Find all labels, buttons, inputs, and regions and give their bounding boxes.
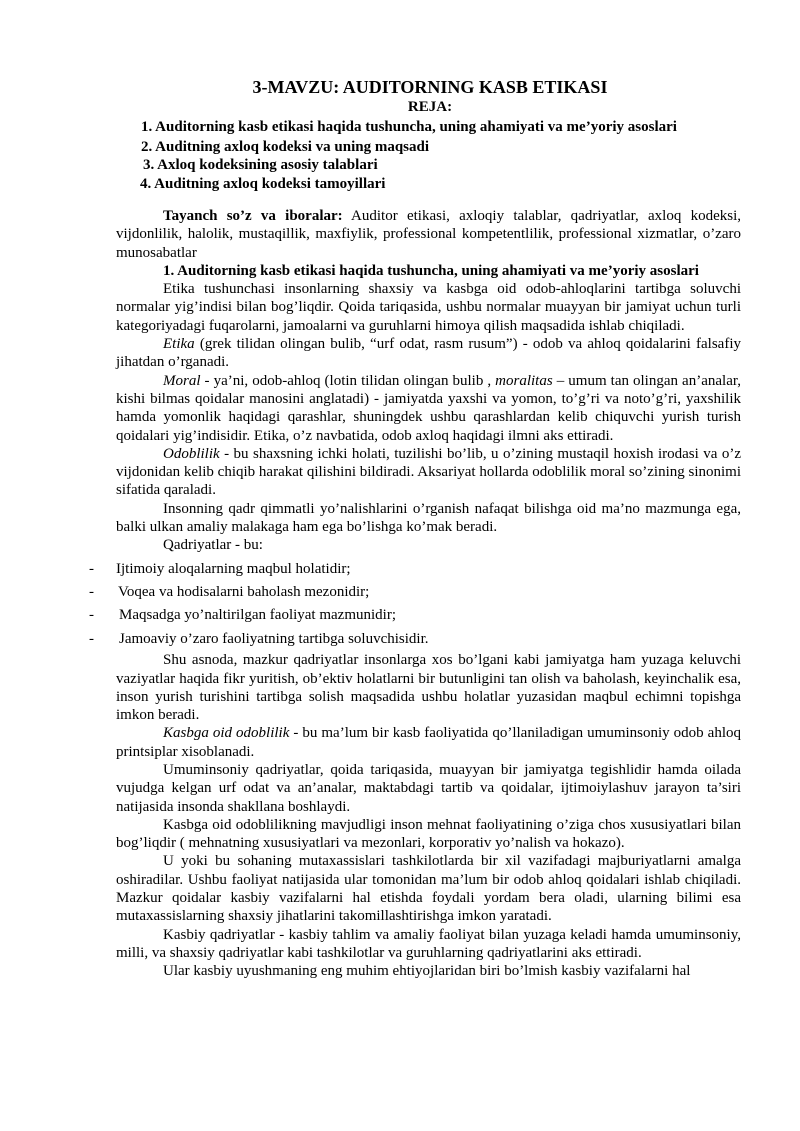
term-kasbga-oid-odoblilik: Kasbga oid odoblilik xyxy=(163,725,290,742)
paragraph: Kasbiy qadriyatlar - kasbiy tahlim va amaliy faoliyat bilan yuzaga keladi hamda umuminsoniy, milli, va shaxsiy qadriyatlar kabi tashkilotlar va guruhlarning qadriyatlarini aks ettiradi. xyxy=(116,926,741,961)
dash-bullet: - xyxy=(89,584,94,601)
paragraph: Umuminsoniy qadriyatlar, qoida tariqasida, muayyan bir jamiyatga tegishlidir hamda oilada vujudga kelgan urf odat va an’analar, maktabdagi tartib va qoidalar, ijtimoiylashuv jarayon ta’siri natijasida insonda shakllana boshlaydi. xyxy=(116,761,741,815)
plan-item: 3. Axloq kodeksining asosiy talablari xyxy=(143,157,378,173)
keywords-text: Auditor etikasi, axloqiy talablar, qadriyatlar, axloq kodeksi, vijdonlilik, halolik, mustaqillik, maxfiylik, professional kompetentlilik, professional xizmatlar, o’zaro munosabatlar xyxy=(116,208,741,261)
keywords-paragraph xyxy=(116,207,741,262)
paragraph: Insonning qadr qimmatli yo’nalishlarini o’rganish nafaqat bilishga oid ma’no mazmunga ega, balki ulkan amaliy malakaga ham ega bo’lishga ko’mak beradi. xyxy=(116,500,741,536)
paragraph xyxy=(116,372,741,445)
paragraph xyxy=(116,445,741,500)
definition-text: - bu shaxsning ichki holati, tuzilishi bo’lib, u o’zining mustaqil hoxish irodasi va o’z vijdonidan kelib chiqib harakat qilishini bildiradi. Aksariyat hollarda odoblilik moral so’zining sinonimi sifatida qaraladi. xyxy=(116,445,741,499)
paragraph: Shu asnoda, mazkur qadriyatlar insonlarga xos bo’lgani kabi jamiyatga ham yuzaga keluvchi vaziyatlar haqida fikr yuritish, ob’ektiv holatlarni bir butunligini tan olish va baholash, keyinchalik esa, inson yurish turishini tartibga solish maqsadida ushbu holatlar yuzasidan maqbul echimni topishga imkon beradi. xyxy=(116,652,741,724)
dash-bullet: - xyxy=(89,630,94,647)
list-item xyxy=(0,628,741,651)
paragraph: Qadriyatlar - bu: xyxy=(163,537,263,554)
list-item-text: Jamoaviy o’zaro faoliyatning tartibga soluvchisidir. xyxy=(119,630,429,647)
section-heading: 1. Auditorning kasb etikasi haqida tushuncha, uning ahamiyati va me’yoriy asoslari xyxy=(163,262,699,279)
paragraph xyxy=(116,335,741,372)
document-body xyxy=(89,207,741,981)
document-title: 3-MAVZU: AUDITORNING KASB ETIKASI xyxy=(252,77,608,97)
paragraph: Etika tushunchasi insonlarning shaxsiy va kasbga oid odob-ahloqlarini tartibga soluvchi normalar yig’indisi bilan bog’liqdir. Qoida tariqasida, ushbu normalar muayyan bir jamiyat uchun turli kategoriyadagi fuqarolarni, jamoalarni va guruhlarni himoya qilish maqsadida ishlab chiqiladi. xyxy=(116,281,741,334)
plan-item: 1. Auditorning kasb etikasi haqida tushuncha, uning ahamiyati va me’yoriy asoslari xyxy=(141,119,677,135)
list-item xyxy=(0,558,741,581)
term-odoblilik: Odoblilik xyxy=(163,445,220,462)
paragraph xyxy=(116,724,741,761)
paragraph: Ular kasbiy uyushmaning eng muhim ehtiyojlaridan biri bo’lmish kasbiy vazifalarni hal xyxy=(163,963,691,980)
list-item-text: Ijtimoiy aloqalarning maqbul holatidir; xyxy=(116,560,351,577)
definition-text: – umum tan olingan an’analar, kishi bilmas qoidalar manosini anglatadi) - jamiyatda yaxshi va yomon, to’g’ri va noto’g’ri, yaxshilik hamda yomonlik haqidagi qarashlar, shuningdek ushbu qarashlardan kelib chiquvchi yurish turish qoidalari yig’indisidir. Etika, o’z navbatida, odob axloq haqidagi ilmni aks ettiradi. xyxy=(116,372,741,444)
definition-text: - bu ma’lum bir kasb faoliyatida qo’llaniladigan umuminsoniy odob ahloq printsiplar xisoblanadi. xyxy=(116,725,741,760)
plan-item: 4. Auditning axloq kodeksi tamoyillari xyxy=(140,176,386,192)
plan-heading: REJA: xyxy=(407,99,453,115)
plan-item: 2. Auditning axloq kodeksi va uning maqsadi xyxy=(141,139,430,155)
definition-text: - ya’ni, odob-ahloq (lotin tilidan olingan bulib , xyxy=(200,372,496,389)
list-item-text: Maqsadga yo’naltirilgan faoliyat mazmunidir; xyxy=(119,607,397,624)
paragraph: Kasbga oid odoblilikning mavjudligi inson mehnat faoliyatining o’ziga chos xususiyatlari bilan bog’liqdir ( mehnatning xususiyatlari va mezonlari, korporativ yo’nalish va hokazo). xyxy=(116,816,741,852)
term-etika: Etika xyxy=(163,336,195,353)
term-moralitas: moralitas xyxy=(495,372,553,389)
definition-text: (grek tilidan olingan bulib, “urf odat, rasm rusum”) - odob va ahloq qoidalarini falsafiy jihatdan o’rganadi. xyxy=(116,336,741,371)
term-moral: Moral xyxy=(163,372,201,389)
list-item xyxy=(0,604,741,627)
dash-bullet: - xyxy=(89,560,94,577)
keywords-label: Tayanch so’z va iboralar: xyxy=(163,208,343,224)
list-item-text: Voqea va hodisalarni baholash mezonidir; xyxy=(118,584,370,601)
dash-bullet: - xyxy=(89,607,94,624)
values-list xyxy=(0,558,741,652)
list-item xyxy=(0,581,741,604)
paragraph: U yoki bu sohaning mutaxassislari tashkilotlarda bir xil vazifadagi majburiyatlarni amalga oshiradilar. Ushbu faoliyat natijasida ular tomonidan ma’lum bir odob ahloq qoidalari ishlab chiqiladi. Mazkur qoidalar kasbiy vazifalarni hal etishda foydali yordam bera oladi, ularning bilimi esa mutaxassislarning shaxsiy jihatlarini takomillashtirishga imkon yaratadi. xyxy=(116,853,741,925)
